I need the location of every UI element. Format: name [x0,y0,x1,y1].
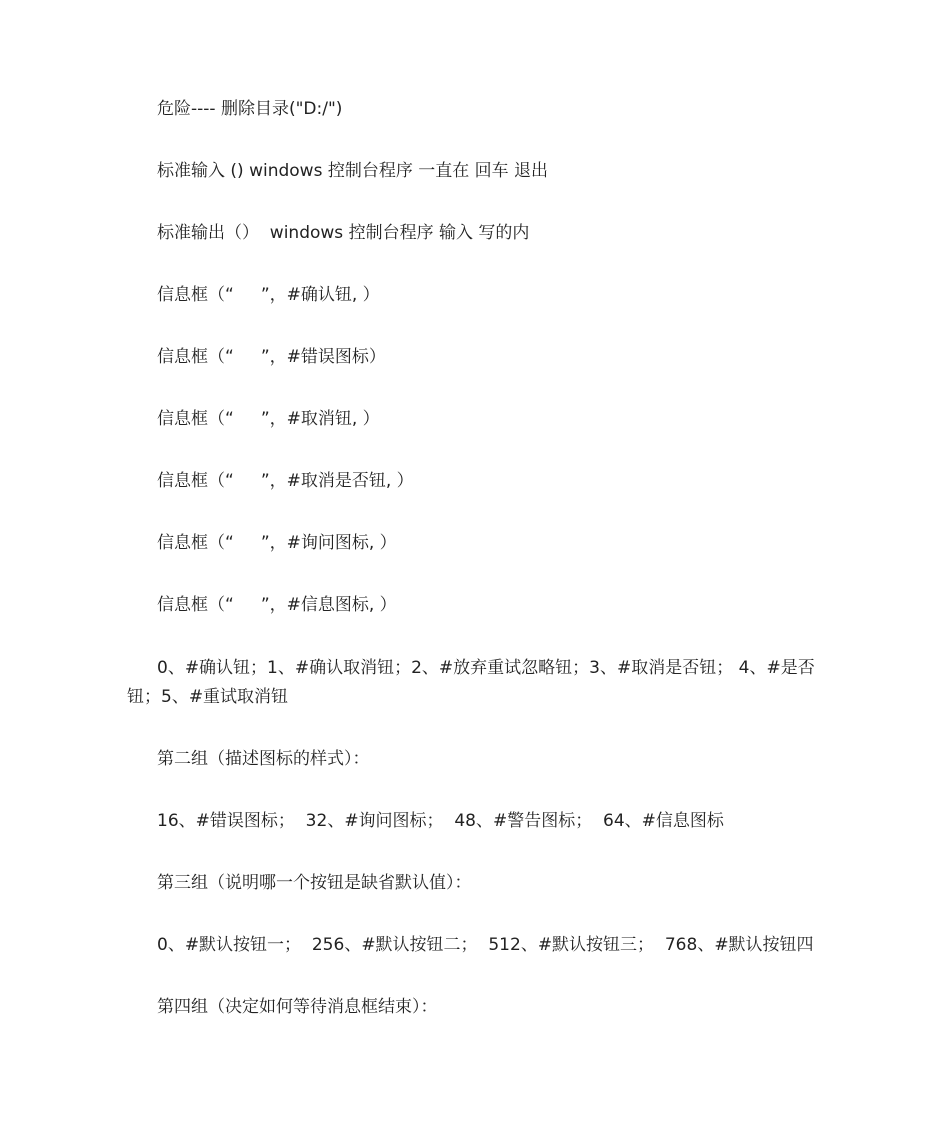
text-line-group-two-heading: 第二组（描述图标的样式）： [157,749,370,769]
text-line-msgbox-cancel: 信息框（“ ”，#取消钮, ） [157,409,380,429]
text-line-msgbox-info-icon: 信息框（“ ”，#信息图标, ） [157,595,397,615]
text-line-delete-dir: 危险---- 删除目录("D:/") [157,99,343,119]
text-line-msgbox-yes-no-cancel: 信息框（“ ”，#取消是否钮, ） [157,471,414,491]
text-line-std-output: 标准输出（） windows 控制台程序 输入 写的内 [157,223,530,243]
text-line-icon-styles: 16、#错误图标； 32、#询问图标； 48、#警告图标； 64、#信息图标 [157,811,724,831]
text-line-group-four-heading: 第四组（决定如何等待消息框结束）： [157,997,438,1017]
text-line-msgbox-question-icon: 信息框（“ ”，#询问图标, ） [157,533,397,553]
text-line-msgbox-ok: 信息框（“ ”，#确认钮, ） [157,285,380,305]
text-line-group-three-heading: 第三组（说明哪一个按钮是缺省默认值）： [157,873,472,893]
text-line-button-groups: 0、#确认钮；1、#确认取消钮；2、#放弃重试忽略钮；3、#取消是否钮； 4、#是否钮；5、#重试取消钮 [127,658,815,707]
text-line-default-buttons: 0、#默认按钮一； 256、#默认按钮二； 512、#默认按钮三； 768、#默认按钮四 [157,935,814,955]
text-line-std-input: 标准输入 () windows 控制台程序 一直在 回车 退出 [157,161,549,181]
text-line-msgbox-error-icon: 信息框（“ ”，#错误图标） [157,347,386,367]
